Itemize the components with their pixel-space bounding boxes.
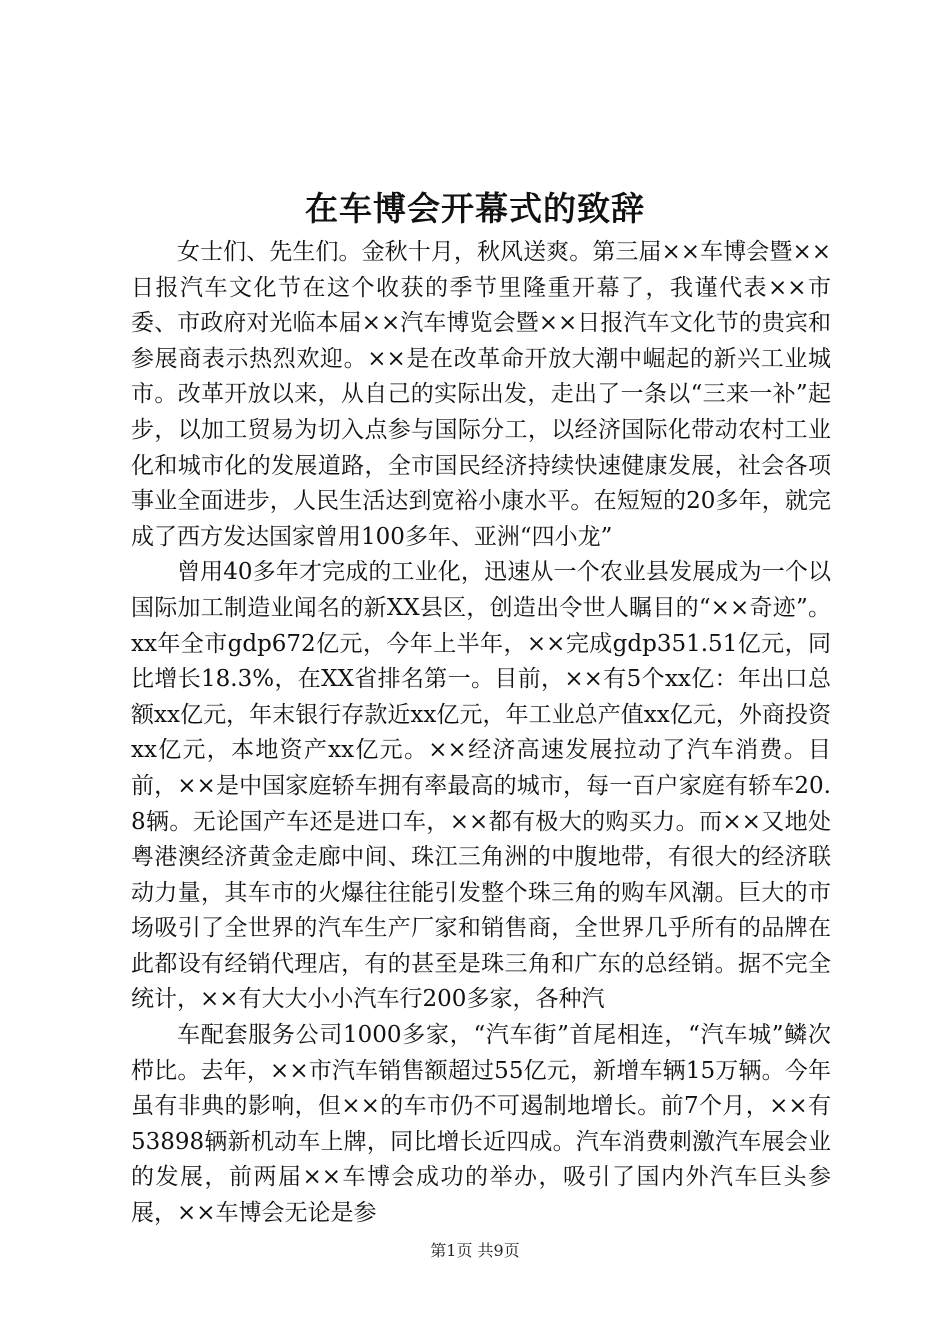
page-footer: 第1页 共9页 — [430, 1241, 520, 1260]
paragraph: 女士们、先生们。金秋十月，秋风送爽。第三届××车博会暨××日报汽车文化节在这个收获的季节里隆重开幕了，我谨代表××市委、市政府对光临本届××汽车博览会暨××日报汽车文化节的贵宾和参展商表示热烈欢迎。××是在改革命开放大潮中崛起的新兴工业城市。改革开放以来，从自己的实际出发，走出了一条以“三来一补”起步，以加工贸易为切入点参与国际分工，以经济国际化带动农村工业化和城市化的发展道路，全市国民经济持续快速健康发展，社会各项事业全面进步，人民生活达到宽裕小康水平。在短短的20多年，就完成了西方发达国家曾用100多年、亚洲“四小龙” — [131, 239, 831, 550]
paragraph: 曾用40多年才完成的工业化，迅速从一个农业县发展成为一个以国际加工制造业闻名的新XX县区，创造出令世人瞩目的“××奇迹”。xx年全市gdp672亿元，今年上半年，××完成gdp351.51亿元，同比增长18.3%，在XX省排名第一。目前，××有5个xx亿：年出口总额xx亿元，年末银行存款近xx亿元，年工业总产值xx亿元，外商投资xx亿元，本地资产xx亿元。××经济高速发展拉动了汽车消费。目前，××是中国家庭轿车拥有率最高的城市，每一百户家庭有轿车20.8辆。无论国产车还是进口车，××都有极大的购买力。而××又地处粤港澳经济黄金走廊中间、珠江三角洲的中腹地带，有很大的经济联动力量，其车市的火爆往往能引发整个珠三角的购车风潮。巨大的市场吸引了全世界的汽车生产厂家和销售商，全世界几乎所有的品牌在此都设有经销代理店，有的甚至是珠三角和广东的总经销。据不完全统计，××有大大小小汽车行200多家，各种汽 — [131, 559, 831, 1013]
document-title: 在车博会开幕式的致辞 — [305, 189, 645, 228]
paragraph: 车配套服务公司1000多家，“汽车街”首尾相连，“汽车城”鳞次栉比。去年，××市汽车销售额超过55亿元，新增车辆15万辆。今年虽有非典的影响，但××的车市仍不可遏制地增长。前7个月，××有53898辆新机动车上牌，同比增长近四成。汽车消费刺激汽车展会业的发展，前两届××车博会成功的举办，吸引了国内外汽车巨头参展，××车博会无论是参 — [131, 1022, 831, 1227]
document-body — [131, 235, 831, 1232]
